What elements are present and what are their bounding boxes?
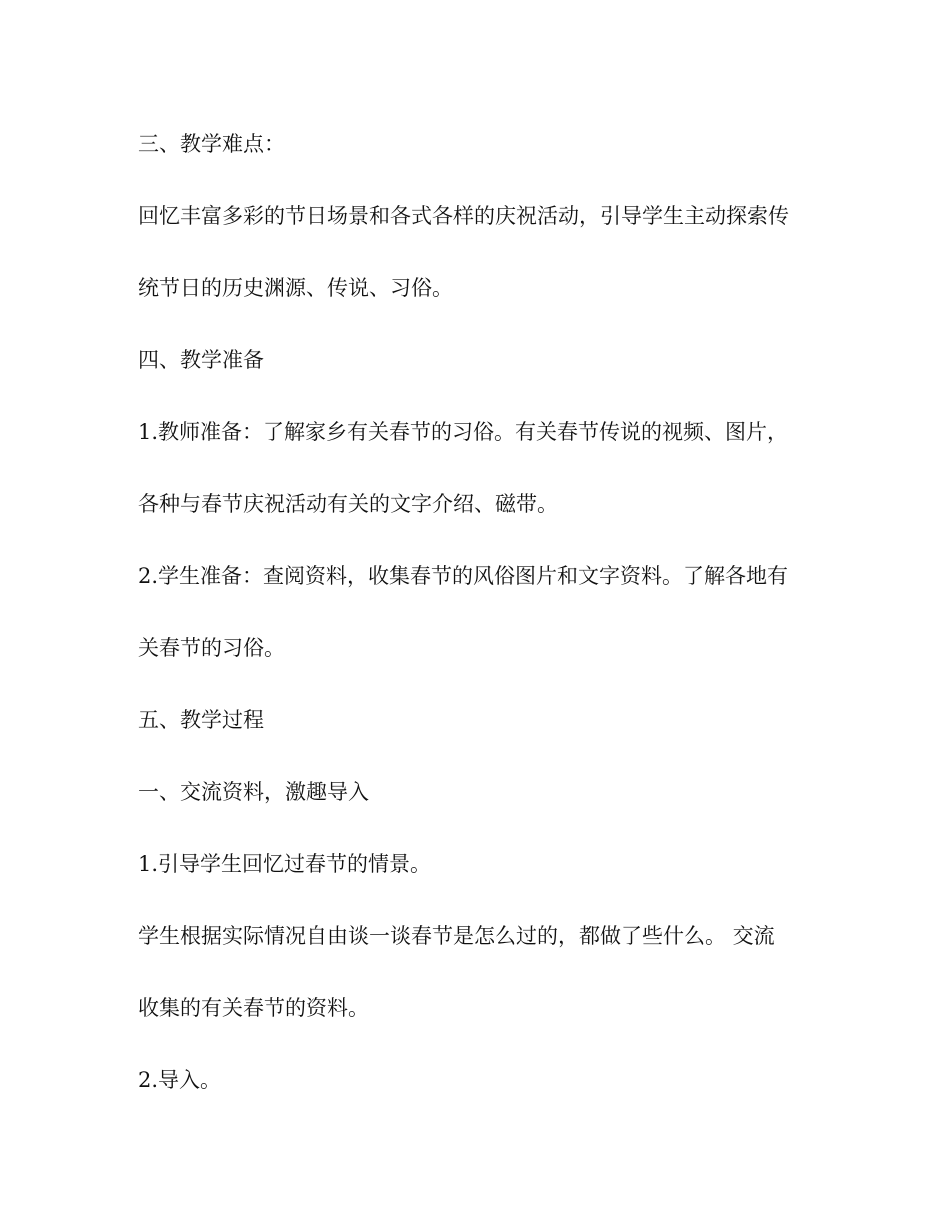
section-heading-teaching-difficulties: 三、教学难点： bbox=[138, 132, 285, 156]
paragraph-line: 各种与春节庆祝活动有关的文字介绍、磁带。 bbox=[138, 492, 558, 516]
section-heading-teaching-preparation: 四、教学准备 bbox=[138, 348, 264, 372]
paragraph-line: 统节日的历史渊源、传说、习俗。 bbox=[138, 276, 453, 300]
paragraph-line: 2.学生准备：查阅资料，收集春节的风俗图片和文字资料。了解各地有 bbox=[138, 564, 789, 588]
paragraph-line: 收集的有关春节的资料。 bbox=[138, 996, 369, 1020]
paragraph-line: 回忆丰富多彩的节日场景和各式各样的庆祝活动，引导学生主动探索传 bbox=[138, 204, 789, 228]
paragraph-line: 关春节的习俗。 bbox=[138, 636, 285, 660]
section-heading-teaching-process: 五、教学过程 bbox=[138, 708, 264, 732]
subsection-heading: 一、交流资料，激趣导入 bbox=[138, 780, 369, 804]
paragraph-line: 学生根据实际情况自由谈一谈春节是怎么过的，都做了些什么。 交流 bbox=[138, 924, 775, 948]
paragraph-line: 2.导入。 bbox=[138, 1068, 222, 1092]
paragraph-line: 1.引导学生回忆过春节的情景。 bbox=[138, 852, 432, 876]
paragraph-line: 1.教师准备：了解家乡有关春节的习俗。有关春节传说的视频、图片， bbox=[138, 420, 789, 444]
